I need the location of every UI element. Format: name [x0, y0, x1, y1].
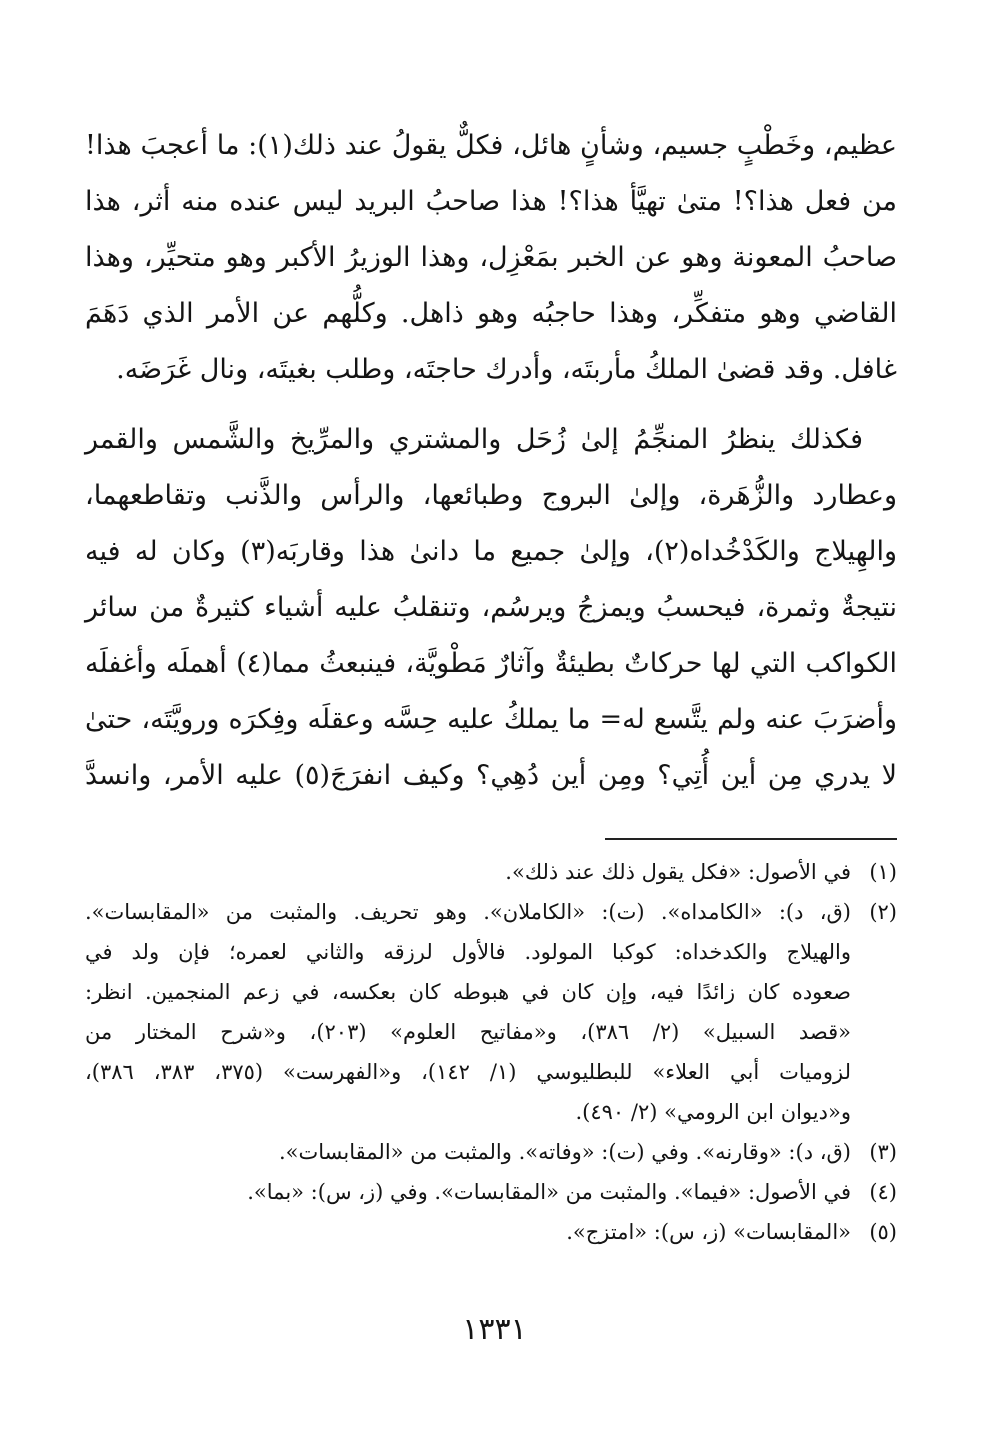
footnote-separator: [605, 838, 897, 840]
footnote-4: [85, 1172, 897, 1212]
footnote-number: (٣): [869, 1140, 897, 1164]
footnote-5: [85, 1212, 897, 1252]
footnote-line: لزوميات أبي العلاء» للبطليوسي (١/ ١٤٢)، و«الفهرست» (٣٧٥، ٣٨٣، ٣٨٦)،: [85, 1060, 851, 1084]
footnote-line: (ق، د): «الكامداه». (ت): «الكاملان». وهو تحريف. والمثبت من «المقابسات».: [85, 900, 851, 924]
footnote-line: و«ديوان ابن الرومي» (٢/ ٤٩٠).: [575, 1100, 851, 1124]
footnote-line: «قصد السبيل» (٢/ ٣٨٦)، و«مفاتيح العلوم» (٢٠٣)، و«شرح المختار من: [85, 1020, 851, 1044]
paragraph-line: والهِيلاج والكَدْخُداه(٢)، وإلىٰ جميع ما دانىٰ هذا وقاربَه(٣) وكان له فيه: [85, 536, 897, 567]
footnote-line: «المقابسات» (ز، س): «امتزج».: [566, 1220, 851, 1244]
footnote-3: [85, 1132, 897, 1172]
paragraph-1: [85, 118, 897, 398]
paragraph-line: وعطارد والزُّهَرة، وإلىٰ البروج وطبائعها، والرأس والذَّنب وتقاطعهما،: [85, 480, 897, 511]
paragraph-line: من فعل هذا؟! متىٰ تهيَّأ هذا؟! هذا صاحبُ البريد ليس عنده منه أثر، هذا: [85, 186, 897, 217]
footnote-line: (ق، د): «وقارنه». وفي (ت): «وفاته». والمثبت من «المقابسات».: [278, 1140, 851, 1164]
paragraph-line: عظيم، وخَطْبٍ جسيم، وشأنٍ هائل، فكلٌّ يقولُ عند ذلك(١): ما أعجبَ هذا!: [85, 130, 897, 161]
footnote-line: في الأصول: «فيما». والمثبت من «المقابسات». وفي (ز، س): «بما».: [247, 1180, 851, 1204]
paragraph-line: الكواكب التي لها حركاتٌ بطيئةٌ وآثارٌ مَطْويَّة، فينبعثُ مما(٤) أهملَه وأغفلَه: [85, 648, 897, 679]
page-number: ١٣٣١: [462, 1312, 527, 1347]
paragraph-line: صاحبُ المعونة وهو عن الخبر بمَعْزِل، وهذا الوزيرُ الأكبر وهو متحيِّر، وهذا: [85, 242, 897, 273]
footnote-number: (٢): [869, 900, 897, 924]
paragraph-line: فكذلك ينظرُ المنجِّمُ إلىٰ زُحَل والمشتري والمرِّيخ والشَّمس والقمر: [85, 424, 863, 455]
footnote-number: (٥): [869, 1220, 897, 1244]
paragraph-line: وأضرَبَ عنه ولم يتَّسع له= ما يملكُ عليه حِسَّه وعقلَه وفِكرَه ورويَّتَه، حتىٰ: [85, 704, 897, 735]
footnote-1: [85, 852, 897, 892]
paragraph-line: غافل. وقد قضىٰ الملكُ مأربتَه، وأدرك حاجتَه، وطلب بغيتَه، ونال غَرَضَه.: [116, 354, 897, 385]
footnote-2: [85, 892, 897, 1132]
footnotes-list: [85, 852, 897, 1252]
footnote-line: والهيلاج والكدخداه: كوكبا المولود. فالأول لرزقه والثاني لعمره؛ فإن ولد في: [85, 940, 851, 964]
paragraph-line: لا يدري مِن أين أُتِي؟ ومِن أين دُهِي؟ وكيف انفرَجَ(٥) عليه الأمر، وانسدَّ: [85, 760, 897, 791]
footnote-number: (١): [869, 860, 897, 884]
paragraph-2: [85, 412, 897, 804]
footnote-number: (٤): [869, 1180, 897, 1204]
footnote-line: صعوده كان زائدًا فيه، وإن كان في هبوطه كان بعكسه، في زعم المنجمين. انظر:: [85, 980, 851, 1004]
paragraph-line: نتيجةٌ وثمرة، فيحسبُ ويمزجُ ويرسُم، وتنقلبُ عليه أشياء كثيرةٌ من سائر: [85, 592, 897, 623]
paragraph-line: القاضي وهو متفكِّر، وهذا حاجبُه وهو ذاهل. وكلُّهم عن الأمر الذي دَهَمَ: [85, 298, 897, 329]
footnote-line: في الأصول: «فكل يقول ذلك عند ذلك».: [505, 860, 851, 884]
